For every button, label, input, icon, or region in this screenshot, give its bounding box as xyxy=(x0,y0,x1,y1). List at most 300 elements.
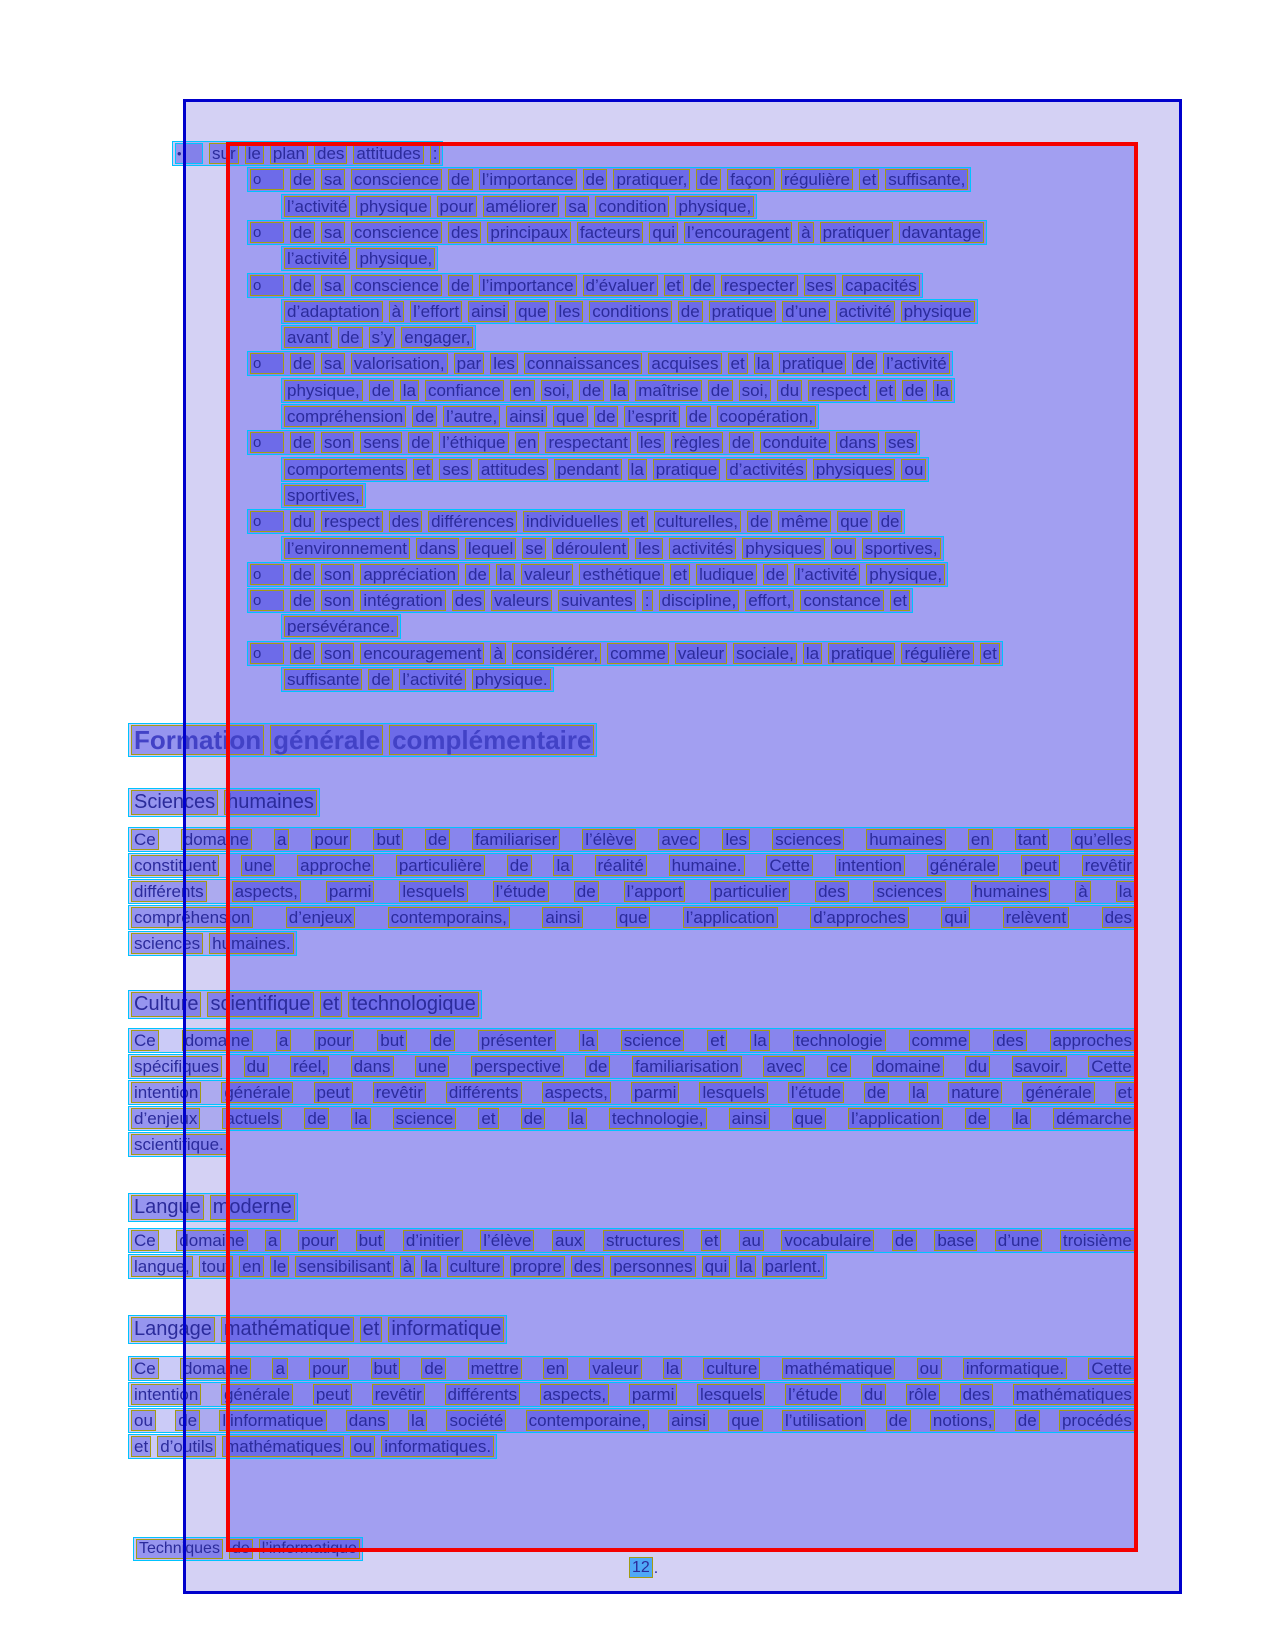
word-box: en xyxy=(239,1256,264,1277)
word-box: maîtrise xyxy=(635,380,701,401)
word-box: l’environnement xyxy=(284,538,410,559)
word-box: revêtir xyxy=(373,1082,426,1103)
word-box: Ce xyxy=(131,1358,159,1379)
word-box: revêtir xyxy=(1082,855,1135,876)
word-box: l’effort xyxy=(410,301,462,322)
word-box: humaines xyxy=(866,829,946,850)
word-box: connaissances xyxy=(524,353,642,374)
word-box: mathématiques xyxy=(222,1436,344,1457)
word-box: perspective xyxy=(471,1056,564,1077)
word-box: sportives, xyxy=(862,538,941,559)
text-line xyxy=(247,509,905,534)
word-box: avec xyxy=(658,829,700,850)
word-box: de xyxy=(902,380,927,401)
word-box: les xyxy=(635,538,663,559)
sub-bullet-icon: o xyxy=(250,222,284,243)
word-box: des xyxy=(448,222,481,243)
word-box: de xyxy=(864,1082,889,1103)
word-box: différents xyxy=(446,1082,522,1103)
word-box: respect xyxy=(321,511,383,532)
word-box: attitudes xyxy=(353,143,423,164)
word-box: règles xyxy=(671,432,723,453)
word-box: de xyxy=(690,275,715,296)
word-box: Techniques xyxy=(136,1539,223,1559)
word-box: à xyxy=(490,643,505,664)
word-box: coopération, xyxy=(717,406,817,427)
word-box: au xyxy=(739,1230,764,1251)
word-box: activités xyxy=(669,538,736,559)
word-box: l’informatique xyxy=(259,1539,360,1559)
word-box: la xyxy=(736,1256,755,1277)
word-box: la xyxy=(1116,881,1135,902)
word-box: conscience xyxy=(351,275,442,296)
word-box: d’enjeux xyxy=(286,907,355,928)
word-box: et xyxy=(859,169,879,190)
word-box: intention xyxy=(835,855,905,876)
word-box: en xyxy=(515,432,540,453)
word-box: domaine xyxy=(182,1030,253,1051)
text-line xyxy=(128,1106,1138,1131)
word-box: informatique xyxy=(388,1317,504,1342)
word-box: d’outils xyxy=(157,1436,216,1457)
text-line xyxy=(247,641,1003,666)
word-box: parmi xyxy=(631,1082,680,1103)
word-box: et xyxy=(320,992,343,1017)
word-box: propre xyxy=(510,1256,565,1277)
word-box: valorisation, xyxy=(351,353,448,374)
word-box: pratique xyxy=(709,301,776,322)
text-line xyxy=(128,1254,827,1279)
word-box: de xyxy=(290,432,315,453)
word-box: pour xyxy=(311,829,351,850)
word-box: à xyxy=(389,301,404,322)
page-number-dot: . xyxy=(653,1560,659,1577)
word-box: l’activité xyxy=(284,196,350,217)
word-box: et xyxy=(413,459,433,480)
word-box: d’évaluer xyxy=(583,275,658,296)
word-box: ou xyxy=(350,1436,375,1457)
word-box: ses xyxy=(804,275,836,296)
word-box: respectant xyxy=(545,432,630,453)
text-line xyxy=(281,325,476,350)
word-box: ainsi xyxy=(668,1410,709,1431)
text-line xyxy=(128,1356,1138,1381)
word-box: de xyxy=(729,432,754,453)
word-box: réalité xyxy=(595,855,647,876)
text-line xyxy=(281,194,757,219)
word-box: pour xyxy=(437,196,477,217)
text-line xyxy=(172,141,443,166)
word-box: conscience xyxy=(351,222,442,243)
word-box: sur xyxy=(209,143,239,164)
word-box: soi, xyxy=(541,380,573,401)
word-box: considérer, xyxy=(512,643,601,664)
text-line xyxy=(247,220,987,245)
sub-bullet-icon: o xyxy=(250,590,284,611)
word-box: ou xyxy=(831,538,856,559)
word-box: et xyxy=(628,511,648,532)
word-box: discipline, xyxy=(659,590,740,611)
word-box: lequel xyxy=(465,538,516,559)
word-box: physique, xyxy=(284,380,363,401)
word-box: à xyxy=(400,1256,415,1277)
word-box: procédés xyxy=(1059,1410,1135,1431)
word-box: technologie, xyxy=(609,1108,707,1129)
text-line xyxy=(128,931,297,956)
text-line xyxy=(247,167,971,192)
word-box: de xyxy=(763,564,788,585)
word-box: la xyxy=(628,459,647,480)
word-box: ainsi xyxy=(542,907,583,928)
word-box: qui xyxy=(702,1256,731,1277)
word-box: façon xyxy=(727,169,775,190)
word-box: personnes xyxy=(610,1256,695,1277)
word-box: particulière xyxy=(396,855,485,876)
word-box: qui xyxy=(649,222,678,243)
word-box: encouragement xyxy=(360,643,484,664)
word-box: intégration xyxy=(360,590,445,611)
word-box: tant xyxy=(1015,829,1049,850)
word-box: des xyxy=(314,143,347,164)
word-box: du xyxy=(244,1056,269,1077)
word-box: de xyxy=(290,275,315,296)
word-box: la xyxy=(1012,1108,1031,1129)
word-box: de xyxy=(448,275,473,296)
word-box: : xyxy=(430,143,441,164)
word-box: l’apport xyxy=(624,881,686,902)
text-line xyxy=(281,246,438,271)
word-box: l’étude xyxy=(788,1082,844,1103)
word-box: et xyxy=(131,1436,151,1457)
word-box: revêtir xyxy=(372,1384,425,1405)
word-box: parmi xyxy=(629,1384,678,1405)
word-box: déroulent xyxy=(552,538,629,559)
word-box: l’esprit xyxy=(624,406,679,427)
word-box: en xyxy=(510,380,535,401)
word-box: contemporaine, xyxy=(526,1410,649,1431)
word-box: différences xyxy=(428,511,517,532)
word-box: langue, xyxy=(131,1256,193,1277)
text-line xyxy=(128,1028,1138,1053)
word-box: approche xyxy=(297,855,374,876)
word-box: d’une xyxy=(995,1230,1043,1251)
word-box: de xyxy=(290,353,315,374)
word-box: capacités xyxy=(842,275,920,296)
word-box: science xyxy=(393,1108,457,1129)
word-box: comportements xyxy=(284,459,407,480)
word-box: de xyxy=(965,1108,990,1129)
word-box: que xyxy=(553,406,587,427)
word-box: Culture xyxy=(131,992,201,1017)
word-box: valeur xyxy=(675,643,727,664)
text-line xyxy=(128,1382,1138,1407)
word-box: de xyxy=(594,406,619,427)
word-box: du xyxy=(290,511,315,532)
word-box: dans xyxy=(346,1410,389,1431)
text-line xyxy=(281,299,978,324)
word-box: physique xyxy=(356,196,430,217)
word-box: sa xyxy=(321,275,345,296)
word-box: physiques xyxy=(742,538,825,559)
word-box: ludique xyxy=(696,564,757,585)
word-box: des xyxy=(452,590,485,611)
sub-bullet-icon: o xyxy=(250,353,284,374)
word-box: de xyxy=(368,669,393,690)
word-box: l’importance xyxy=(479,169,577,190)
word-box: de xyxy=(408,432,433,453)
word-box: se xyxy=(522,538,546,559)
text-line xyxy=(128,723,597,757)
word-box: de xyxy=(430,1030,455,1051)
word-box: générale xyxy=(1022,1082,1094,1103)
sub-bullet-icon: o xyxy=(250,564,284,585)
word-box: pratique xyxy=(653,459,720,480)
word-box: de xyxy=(465,564,490,585)
word-box: l’application xyxy=(848,1108,943,1129)
text-line xyxy=(281,483,366,508)
word-box: présenter xyxy=(478,1030,556,1051)
word-box: plan xyxy=(270,143,308,164)
word-box: d’approches xyxy=(810,907,909,928)
word-box: que xyxy=(837,511,871,532)
text-line xyxy=(281,404,819,429)
word-box: physique, xyxy=(866,564,945,585)
word-box: que xyxy=(616,907,650,928)
sub-bullet-icon: o xyxy=(250,275,284,296)
word-box: dans xyxy=(836,432,879,453)
word-box: nature xyxy=(948,1082,1002,1103)
word-box: Cette xyxy=(766,855,813,876)
word-box: l’activité xyxy=(883,353,949,374)
word-box: des xyxy=(993,1030,1026,1051)
text-line xyxy=(128,827,1138,852)
word-box: a xyxy=(265,1230,280,1251)
word-box: davantage xyxy=(899,222,984,243)
word-box: de xyxy=(421,1358,446,1379)
text-line xyxy=(247,351,953,376)
word-box: constituent xyxy=(131,855,219,876)
word-box: lesquels xyxy=(399,881,467,902)
word-box: l’utilisation xyxy=(782,1410,866,1431)
word-box: générale xyxy=(927,855,999,876)
word-box: savoir. xyxy=(1012,1056,1067,1077)
word-box: de xyxy=(229,1539,253,1559)
word-box: de xyxy=(412,406,437,427)
word-box: soi, xyxy=(739,380,771,401)
word-box: complémentaire xyxy=(389,725,594,755)
word-box: de xyxy=(507,855,532,876)
word-box: de xyxy=(521,1108,546,1129)
word-box: de xyxy=(175,1410,200,1431)
word-box: à xyxy=(1075,881,1090,902)
word-box: du xyxy=(965,1056,990,1077)
text-line xyxy=(247,273,923,298)
word-box: scientifique xyxy=(207,992,313,1017)
word-box: culture xyxy=(447,1256,504,1277)
word-box: familiariser xyxy=(472,829,560,850)
word-box: technologie xyxy=(793,1030,886,1051)
word-box: ainsi xyxy=(729,1108,770,1129)
text-line xyxy=(247,588,913,613)
word-box: qui xyxy=(941,907,970,928)
word-box: physique xyxy=(901,301,975,322)
word-box: et xyxy=(360,1317,383,1342)
text-line xyxy=(128,1080,1138,1105)
text-line xyxy=(281,614,401,639)
word-box: les xyxy=(490,353,518,374)
word-box: de xyxy=(338,327,363,348)
word-box: conduite xyxy=(760,432,830,453)
word-box: des xyxy=(389,511,422,532)
word-box: que xyxy=(515,301,549,322)
word-box: en xyxy=(968,829,993,850)
word-box: but xyxy=(377,1030,407,1051)
word-box: de xyxy=(585,1056,610,1077)
word-box: troisième xyxy=(1060,1230,1135,1251)
word-box: valeurs xyxy=(491,590,552,611)
word-box: la xyxy=(568,1108,587,1129)
text-line xyxy=(247,430,920,455)
word-box: d’une xyxy=(782,301,830,322)
word-box: les xyxy=(555,301,583,322)
word-box: sa xyxy=(321,169,345,190)
word-box: ainsi xyxy=(506,406,547,427)
word-box: la xyxy=(496,564,515,585)
word-box: différents xyxy=(445,1384,521,1405)
word-box: but xyxy=(356,1230,386,1251)
word-box: pour xyxy=(309,1358,349,1379)
word-box: peut xyxy=(1021,855,1060,876)
word-box: que xyxy=(728,1410,762,1431)
word-box: l’activité xyxy=(794,564,860,585)
word-box: comme xyxy=(607,643,669,664)
word-box: dans xyxy=(416,538,459,559)
word-box: pratique xyxy=(828,643,895,664)
word-box: des xyxy=(1102,907,1135,928)
word-box: de xyxy=(574,881,599,902)
word-box: la xyxy=(803,643,822,664)
text-line xyxy=(128,1434,497,1459)
word-box: du xyxy=(861,1384,886,1405)
word-box: moderne xyxy=(210,1195,295,1220)
word-box: s’y xyxy=(369,327,396,348)
word-box: attitudes xyxy=(478,459,548,480)
word-box: son xyxy=(321,432,354,453)
word-box: d’enjeux xyxy=(131,1108,200,1129)
text-line xyxy=(128,853,1138,878)
text-line xyxy=(128,879,1138,904)
word-box: les xyxy=(722,829,750,850)
word-box: de xyxy=(290,643,315,664)
page-number xyxy=(629,1557,658,1578)
word-box: le xyxy=(245,143,264,164)
word-box: avec xyxy=(763,1056,805,1077)
word-box: tout xyxy=(199,1256,233,1277)
word-box: approches xyxy=(1050,1030,1135,1051)
word-box: scientifique. xyxy=(131,1134,227,1155)
text-line xyxy=(128,1228,1138,1253)
word-box: confiance xyxy=(425,380,504,401)
word-box: physique, xyxy=(356,248,435,269)
word-box: améliorer xyxy=(483,196,560,217)
word-box: générale xyxy=(221,1082,293,1103)
word-box: ou xyxy=(131,1410,156,1431)
word-box: qu’elles xyxy=(1071,829,1135,850)
word-box: Ce xyxy=(131,829,159,850)
bullet-icon: • xyxy=(175,143,203,164)
word-box: des xyxy=(960,1384,993,1405)
word-box: technologique xyxy=(348,992,479,1017)
word-box: parmi xyxy=(326,881,375,902)
word-box: actuels xyxy=(222,1108,282,1129)
text-line xyxy=(128,788,320,817)
word-box: parlent. xyxy=(762,1256,825,1277)
word-box: Sciences xyxy=(131,790,218,815)
text-line xyxy=(128,1408,1138,1433)
word-box: sa xyxy=(565,196,589,217)
word-box: de xyxy=(290,222,315,243)
word-box: informatique. xyxy=(963,1358,1067,1379)
word-box: et xyxy=(890,590,910,611)
word-box: et xyxy=(728,353,748,374)
word-box: vocabulaire xyxy=(781,1230,874,1251)
word-box: la xyxy=(400,380,419,401)
word-box: lesquels xyxy=(697,1384,765,1405)
word-box: à xyxy=(798,222,813,243)
word-box: humaines xyxy=(224,790,317,815)
word-box: et xyxy=(876,380,896,401)
word-box: son xyxy=(321,643,354,664)
sub-bullet-icon: o xyxy=(250,643,284,664)
word-box: sensibilisant xyxy=(295,1256,394,1277)
word-box: engager, xyxy=(401,327,473,348)
word-box: l’étude xyxy=(785,1384,841,1405)
word-box: avant xyxy=(284,327,332,348)
word-box: ce xyxy=(827,1056,851,1077)
word-box: de xyxy=(892,1230,917,1251)
word-box: que xyxy=(792,1108,826,1129)
word-box: respecter xyxy=(721,275,798,296)
word-box: de xyxy=(304,1108,329,1129)
word-box: l’étude xyxy=(493,881,549,902)
text-line xyxy=(281,378,955,403)
text-line xyxy=(128,1315,507,1344)
word-box: esthétique xyxy=(579,564,663,585)
word-box: et xyxy=(478,1108,498,1129)
word-box: aspects, xyxy=(540,1384,609,1405)
word-box: suivantes xyxy=(558,590,636,611)
word-box: spécifiques xyxy=(131,1056,222,1077)
word-box: ses xyxy=(885,432,917,453)
word-box: en xyxy=(543,1358,568,1379)
word-box: notions, xyxy=(930,1410,996,1431)
word-box: Langue xyxy=(131,1195,204,1220)
word-box: la xyxy=(553,855,572,876)
word-box: et xyxy=(664,275,684,296)
word-box: comme xyxy=(909,1030,971,1051)
word-box: informatiques. xyxy=(381,1436,494,1457)
word-box: but xyxy=(373,829,403,850)
word-box: a xyxy=(276,1030,291,1051)
word-box: base xyxy=(934,1230,977,1251)
word-box: la xyxy=(351,1108,370,1129)
word-box: différents xyxy=(131,881,207,902)
word-box: principaux xyxy=(487,222,571,243)
word-box: de xyxy=(583,169,608,190)
word-box: ses xyxy=(439,459,471,480)
word-box: la xyxy=(754,353,773,374)
word-box: réel, xyxy=(290,1056,329,1077)
